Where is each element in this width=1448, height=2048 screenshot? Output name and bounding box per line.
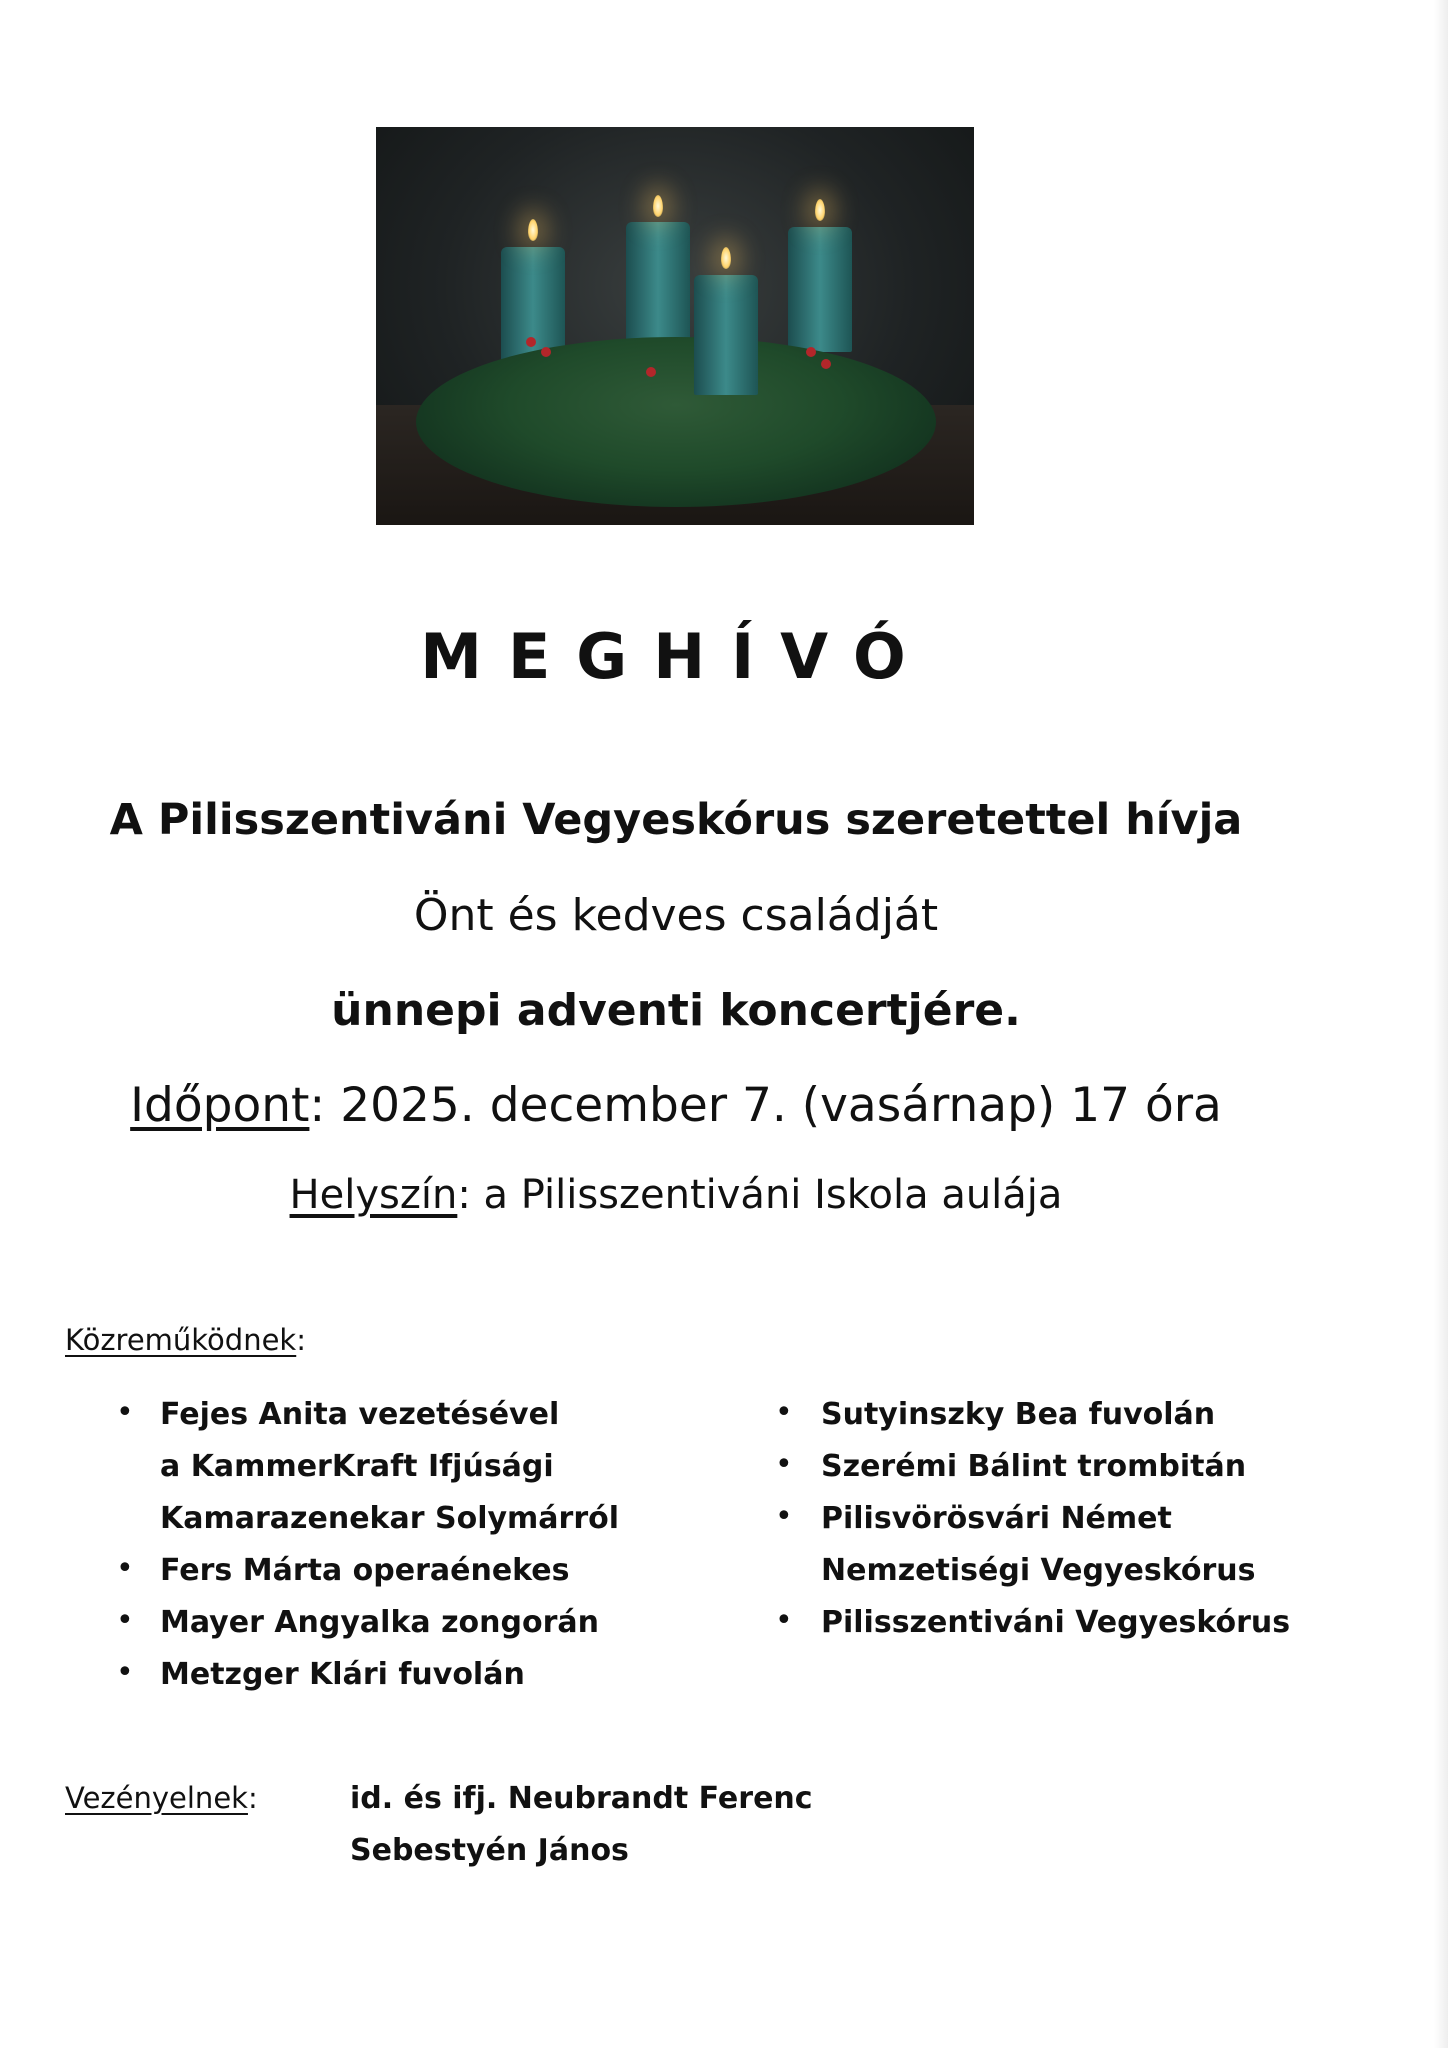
candle-flame: [721, 247, 731, 269]
time-value: : 2025. december 7. (vasárnap) 17 óra: [309, 1078, 1222, 1133]
bullet-icon: •: [116, 1395, 134, 1430]
bullet-icon: •: [775, 1603, 793, 1638]
performer-item: Metzger Klári fuvolán: [160, 1657, 525, 1692]
bullet-icon: •: [116, 1655, 134, 1690]
candle-flame: [528, 219, 538, 241]
candle-flame: [653, 195, 663, 217]
performer-item: a KammerKraft Ifjúsági: [160, 1449, 554, 1484]
time-label: Időpont: [130, 1078, 310, 1133]
candle-flame: [815, 199, 825, 221]
conductors-heading: [65, 1781, 258, 1815]
bullet-icon: •: [775, 1447, 793, 1482]
bullet-icon: •: [116, 1551, 134, 1586]
berry: [646, 367, 656, 377]
performer-item: Mayer Angyalka zongorán: [160, 1605, 599, 1640]
event-time: [0, 1078, 1352, 1133]
invitation-line-2: Önt és kedves családját: [413, 890, 939, 941]
advent-wreath-photo: [376, 127, 974, 525]
candle: [626, 222, 690, 352]
place-value: : a Pilisszentiváni Iskola aulája: [457, 1172, 1063, 1218]
performer-item: Pilisvörösvári Német: [821, 1501, 1172, 1536]
bullet-icon: •: [775, 1395, 793, 1430]
berry: [821, 359, 831, 369]
colon: :: [296, 1323, 307, 1357]
page-edge-shadow: [1434, 0, 1448, 2048]
invitation-line-1: A Pilisszentiváni Vegyeskórus szeretettel hívja: [109, 795, 1243, 845]
performer-item: Sutyinszky Bea fuvolán: [821, 1397, 1216, 1432]
performer-item: Kamarazenekar Solymárról: [160, 1501, 620, 1536]
wreath: [416, 337, 936, 507]
colon: :: [247, 1781, 258, 1815]
performers-heading: [65, 1323, 306, 1357]
performers-label: Közreműködnek: [65, 1323, 297, 1357]
berry: [526, 337, 536, 347]
conductor-name: Sebestyén János: [350, 1833, 629, 1868]
performer-item: Nemzetiségi Vegyeskórus: [821, 1553, 1256, 1588]
place-label: Helyszín: [289, 1172, 458, 1218]
invitation-line-3: ünnepi adventi koncertjére.: [331, 985, 1021, 1036]
performer-item: Szerémi Bálint trombitán: [821, 1449, 1247, 1484]
candle: [694, 275, 758, 395]
bullet-icon: •: [116, 1603, 134, 1638]
performer-item: Pilisszentiváni Vegyeskórus: [821, 1605, 1291, 1640]
performer-item: Fers Márta operaénekes: [160, 1553, 570, 1588]
performer-item: Fejes Anita vezetésével: [160, 1397, 560, 1432]
event-place: [0, 1172, 1352, 1218]
candle: [788, 227, 852, 352]
conductors-label: Vezényelnek: [65, 1781, 248, 1815]
berry: [806, 347, 816, 357]
berry: [541, 347, 551, 357]
bullet-icon: •: [775, 1499, 793, 1534]
conductor-name: id. és ifj. Neubrandt Ferenc: [350, 1781, 813, 1816]
page-title: MEGHÍVÓ: [420, 620, 932, 693]
